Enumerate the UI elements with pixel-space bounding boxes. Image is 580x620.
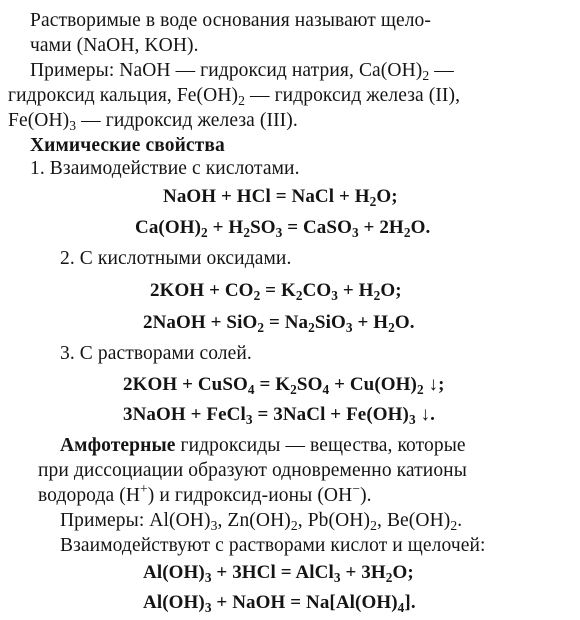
examples-line-3: $Fe(OH)_3$ — гидроксид железа (III). (8, 110, 298, 134)
section-2-title: 2. С кислотными оксидами. (60, 248, 292, 269)
equation-3a: 2KOH + CuSO$_4$ = $K_2SO_4 + Cu(OH)_2$ ↓; (123, 374, 445, 398)
amphoteric-term: Амфотерные (60, 435, 176, 456)
section-1-title: 1. Взаимодействие с кислотами. (30, 158, 300, 179)
equation-1a: NaOH + HCl = NaCl + $H_2O$; (163, 186, 398, 210)
section-3-title: 3. С растворами солей. (60, 343, 252, 364)
chemical-properties-heading: Химические свойства (30, 135, 225, 156)
amphoteric-interaction: Взаимодействуют с растворами кислот и щелочей: (60, 535, 486, 556)
equation-1b: $Ca(OH)_2 + H_2SO_3$ = CaSO$_3$ + $2H_2O$. (135, 217, 431, 241)
amphoteric-line-1 (60, 435, 466, 457)
amphoteric-line-2: при диссоциации образуют одновременно катионы (38, 460, 467, 481)
examples-line-1: Примеры: NaOH — гидроксид натрия, $Ca(OH)_2$ — (30, 60, 454, 84)
examples-line-2: гидроксид кальция, $Fe(OH)_2$ — гидроксид железа (II), (8, 85, 461, 109)
equation-4a: $Al(OH)_3 + 3HCl$ = AlCl$_3$ + $3H_2O$; (143, 562, 414, 586)
equation-3b: 3NaOH + FeCl$_3$ = 3NaCl + $Fe(OH)_3$ ↓. (123, 404, 435, 428)
amphoteric-line-1-rest: гидроксиды — вещества, которые (175, 435, 466, 456)
amphoteric-line-3: водорода (H+) и гидроксид-ионы (OH−). (38, 480, 372, 506)
equation-2b: 2NaOH + $SiO_2 = Na_2SiO_3 + H_2O$. (143, 312, 415, 336)
amphoteric-examples: Примеры: $Al(OH)_3$, $Zn(OH)_2$, $Pb(OH)_2$, $Be(OH)_2$. (60, 510, 463, 534)
equation-4b: $Al(OH)_3$ + NaOH = $Na[Al(OH)_4]$. (143, 592, 416, 616)
intro-line-1: Растворимые в воде основания называют щело- (30, 10, 432, 31)
equation-2a: $2KOH + CO_2 = K_2CO_3 + H_2O$; (150, 280, 402, 304)
intro-line-2: чами (NaOH, KOH). (30, 35, 199, 56)
